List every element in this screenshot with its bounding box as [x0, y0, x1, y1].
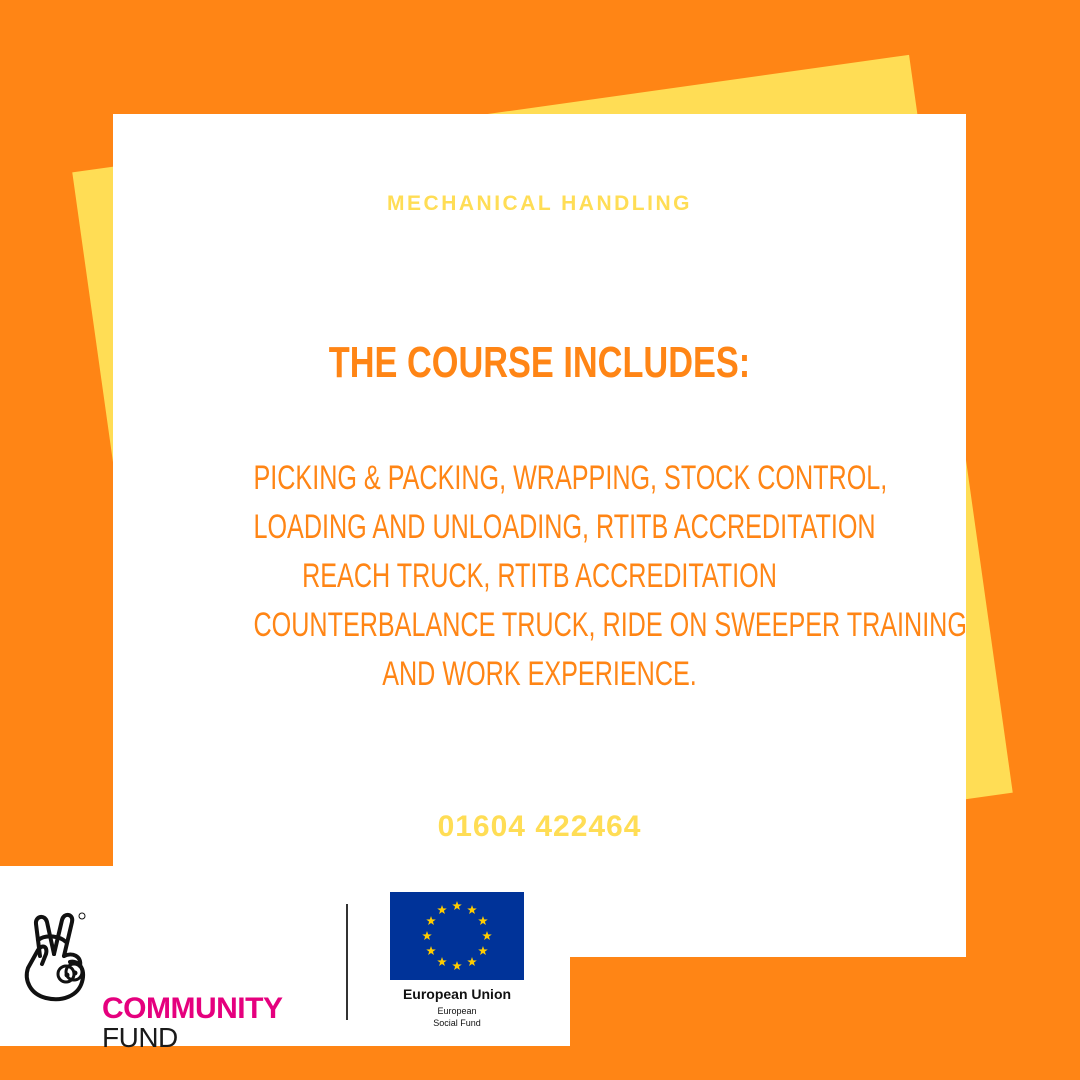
community-fund-word-community: COMMUNITY [102, 992, 283, 1025]
description-line: REACH TRUCK, RTITB ACCREDITATION [302, 557, 777, 595]
community-fund-logo [16, 910, 316, 1053]
eu-subtitle-line: Social Fund [433, 1018, 481, 1028]
description-line: COUNTERBALANCE TRUCK, RIDE ON SWEEPER TRAINING [253, 606, 967, 644]
eu-flag-icon [390, 892, 524, 980]
eu-name: European Union [402, 986, 512, 1002]
section-heading: THE COURSE INCLUDES: [328, 338, 751, 387]
description-line: LOADING AND UNLOADING, RTITB ACCREDITATION [253, 508, 876, 546]
crossed-fingers-hand-icon [16, 910, 100, 1010]
phone-number: 01604 422464 [437, 810, 642, 843]
eu-subtitle-line: European [437, 1006, 477, 1016]
course-description [153, 454, 967, 699]
description-line: AND WORK EXPERIENCE. [382, 655, 697, 693]
description-line: PICKING & PACKING, WRAPPING, STOCK CONTROL, [253, 459, 888, 497]
logo-divider [346, 904, 348, 1020]
content-card [113, 114, 966, 957]
eu-social-fund-logo [388, 892, 526, 1032]
course-title: MECHANICAL HANDLING [387, 192, 692, 215]
community-fund-word-fund: FUND [102, 1022, 178, 1053]
